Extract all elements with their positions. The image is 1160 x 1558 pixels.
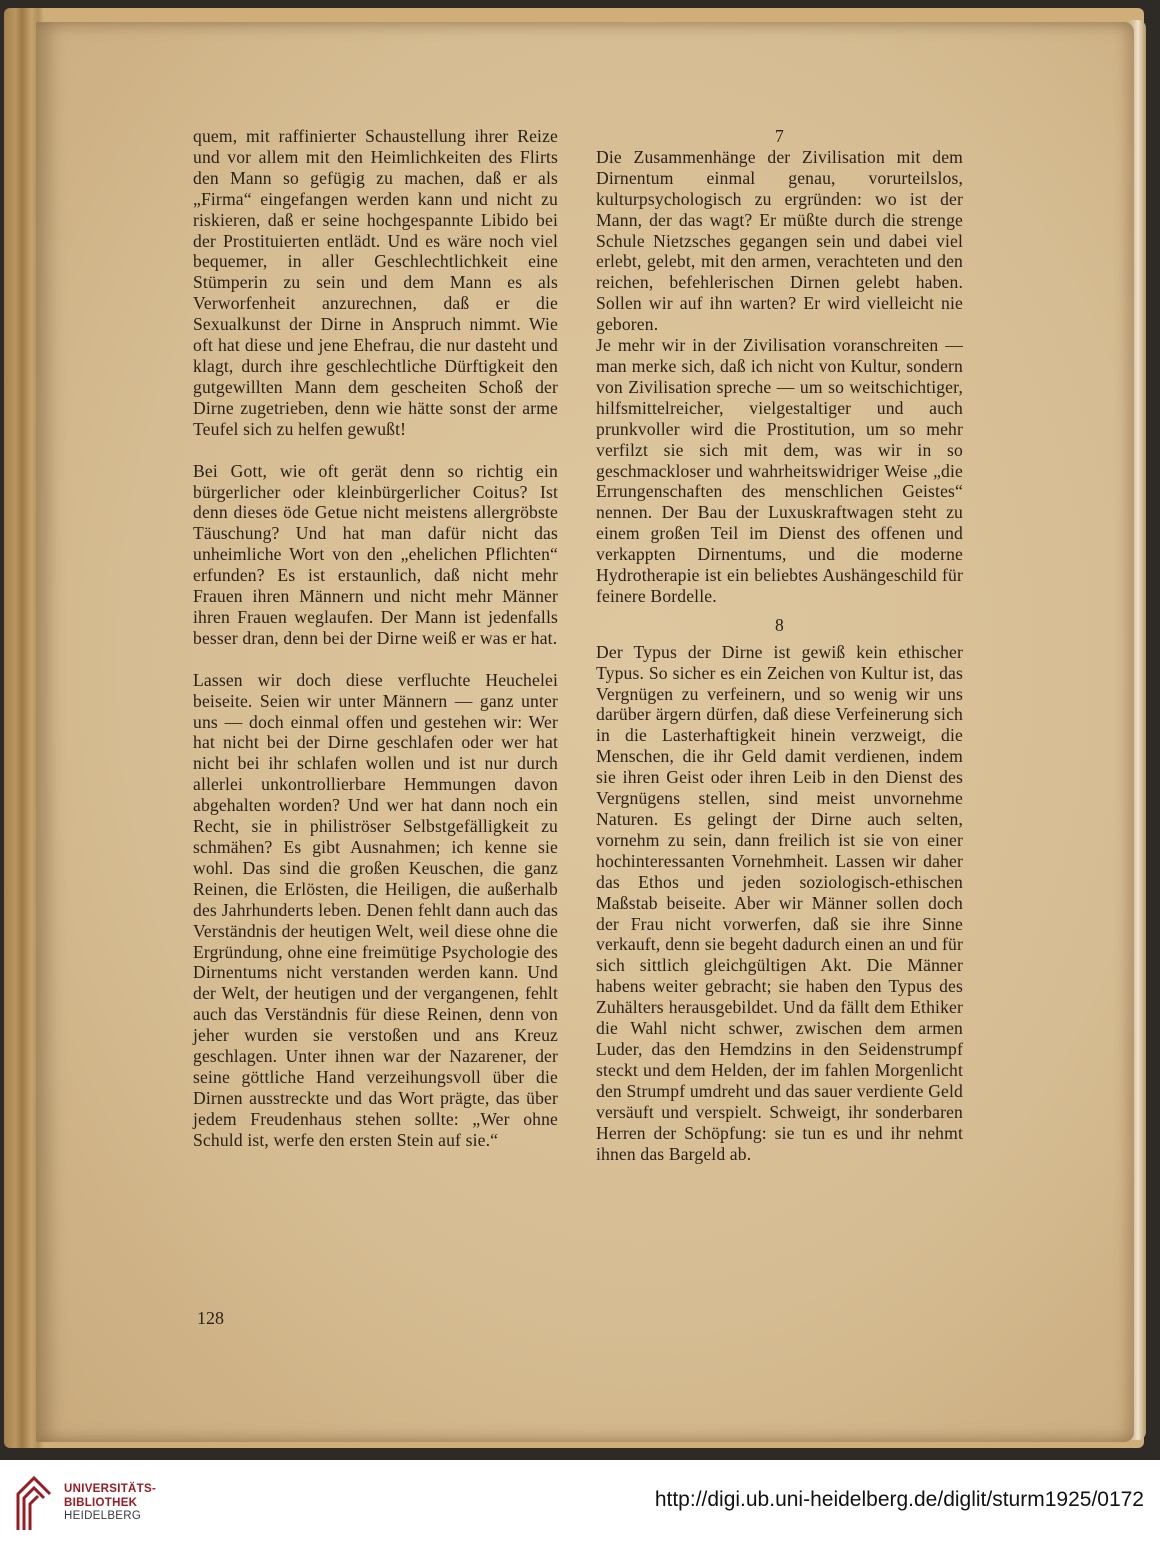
left-paragraph-2: Bei Gott, wie oft gerät denn so richtig ein bürgerlicher oder kleinbürgerlicher Coitus? Ist denn dieses öde Getue nicht meistens allergröbste Täuschung? Und hat man dafür nicht das unheimliche Wort von den „ehelichen Pflichten“ erfunden? Es ist erstaunlich, daß nicht mehr Frauen ihren Männern und nicht mehr Männer ihren Frauen weglaufen. Der Mann ist jedenfalls besser dran, denn bei der Dirne weiß er was er hat. xyxy=(193,460,558,648)
right-column xyxy=(596,126,963,1164)
library-name-line-3: HEIDELBERG xyxy=(64,1510,142,1522)
page-number: 128 xyxy=(197,1308,224,1328)
left-paragraph-3: Lassen wir doch diese verfluchte Heuchelei beiseite. Seien wir unter Männern — ganz unter uns — doch einmal offen und gestehen wir: Wer hat nicht bei der Dirne geschlafen oder wer hat nicht bei ihr schlafen wollen und ist nur durch allerlei unkontrollierbare Hemmungen davon abgehalten worden? Und wer hat dann noch ein Recht, sie in philiströser Selbstgefälligkeit zu schmähen? Es gibt Ausnahmen; ich kenne sie wohl. Das sind die großen Keuschen, die ganz Reinen, die Erlösten, die Heiligen, die außerhalb des Jahrhunderts leben. Denen fehlt dann auch das Verständnis der heutigen Welt, weil diese ohne die Ergründung, ohne eine freimütige Psychologie des Dirnentums nicht verstanden werden kann. Und der Welt, der heutigen und der vergangenen, fehlt auch das Verständnis für diese Reinen, denn von jeher wurden sie verstoßen und ans Kreuz geschlagen. Unter ihnen war der Nazarener, der seine göttliche Hand verzeihungsvoll über die Dirnen ausstreckte und das Wort prägte, das über jedem Freudenhaus stehen sollte: „Wer ohne Schuld ist, werfe den ersten Stein auf sie.“ xyxy=(193,669,558,1150)
left-column xyxy=(193,126,558,1151)
section-7-paragraph-2: Je mehr wir in der Zivilisation voranschreiten — man merke sich, daß ich nicht von Kultur, sondern von Zivilisation spreche — um so weitschichtiger, hilfsmittelreicher, vielgestaltiger und auch prunkvoller wird die Prostitution, um so mehr verfilzt sie sich mit dem, was wir in so geschmackloser und wahrheitswidriger Weise „die Errungenschaften des menschlichen Geistes“ nennen. Der Bau der Luxuskraftwagen steht zu einem großen Teil im Dienst des offenen und verkappten Dirnentums, und die moderne Hydrotherapie ist ein beliebtes Aushängeschild für feinere Bordelle. xyxy=(596,335,963,606)
library-logo-text[interactable] xyxy=(64,1483,156,1524)
library-logo-icon xyxy=(14,1472,54,1534)
library-name-line-2: BIBLIOTHEK xyxy=(64,1496,138,1509)
section-number-8: 8 xyxy=(775,614,784,635)
section-8-paragraph-1: Der Typus der Dirne ist gewiß kein ethischer Typus. So sicher es ein Zeichen von Kultur ist, das Vergnügen zu verfeinern, und so wenig wir uns darüber ärgern dürfen, daß diese Verfeinerung sich in die Lasterhaftigkeit hinein verzweigt, die Menschen, die ihr Geld damit verdienen, indem sie ihren Geist oder ihren Leib in den Dienst des Vergnügens stellen, sind meist unvornehme Naturen. Es gelingt der Dirne auch selten, vornehm zu sein, dann freilich ist sie von einer hochinteressanten Vornehmheit. Lassen wir daher das Ethos und jeden soziologisch-ethischen Maßstab beiseite. Aber wir Männer sollen doch der Frau nicht vorwerfen, daß sie ihre Sinne verkauft, denn sie begeht dadurch einen an und für sich sittlich gleichgültigen Akt. Die Männer habens weiter gebracht; sie haben den Typus des Zuhälters herausgebildet. Und da fällt dem Ethiker die Wahl nicht schwer, zwischen dem armen Luder, das den Hemdzins in den Seidenstrumpf steckt und dem Helden, der im fahlen Morgenlicht den Strumpf umdreht und das sauer verdiente Geld versäuft und verspielt. Schweigt, ihr sonderbaren Herren der Schöpfung: sie tun es und ihr nehmt ihnen das Bargeld ab. xyxy=(596,641,963,1164)
left-paragraph-1: quem, mit raffinierter Schaustellung ihrer Reize und vor allem mit den Heimlichkeiten des Flirts den Mann so gefügig zu machen, daß er als „Firma“ eingefangen werden kann und nicht zu riskieren, daß er seine hochgespannte Libido bei der Prostituierten entlädt. Und es wäre noch viel bequemer, in aller Geschlechtlichkeit eine Stümperin zu sein und dem Mann es als Verworfenheit anzurechnen, daß er die Sexualkunst der Dirne in Anspruch nimmt. Wie oft hat diese und jene Ehefrau, die nur dasteht und klagt, durch ihre geschlechtliche Dürftigkeit den gutgewillten Mann dem gescheiten Schoß der Dirne zugetrieben, denn wie hätte sonst der arme Teufel sich zu helfen gewußt! xyxy=(193,126,558,439)
section-7-paragraph-1: Die Zusammenhänge der Zivilisation mit dem Dirnentum einmal genau, vorurteilslos, kulturpsychologisch zu ergründen: wo ist der Mann, der das wagt? Er müßte durch die strenge Schule Nietzsches gegangen sein und dabei viel erlebt, gelebt, mit den armen, verachteten und den reichen, befehlerischen Dirnen gelebt haben. Sollen wir auf ihn warten? Er wird vielleicht nie geboren. xyxy=(596,146,963,335)
permalink-url[interactable]: http://digi.ub.uni-heidelberg.de/diglit/sturm1925/0172 xyxy=(654,1488,1144,1511)
section-number-7: 7 xyxy=(775,126,784,146)
library-name-line-1: UNIVERSITÄTS- xyxy=(64,1483,157,1495)
